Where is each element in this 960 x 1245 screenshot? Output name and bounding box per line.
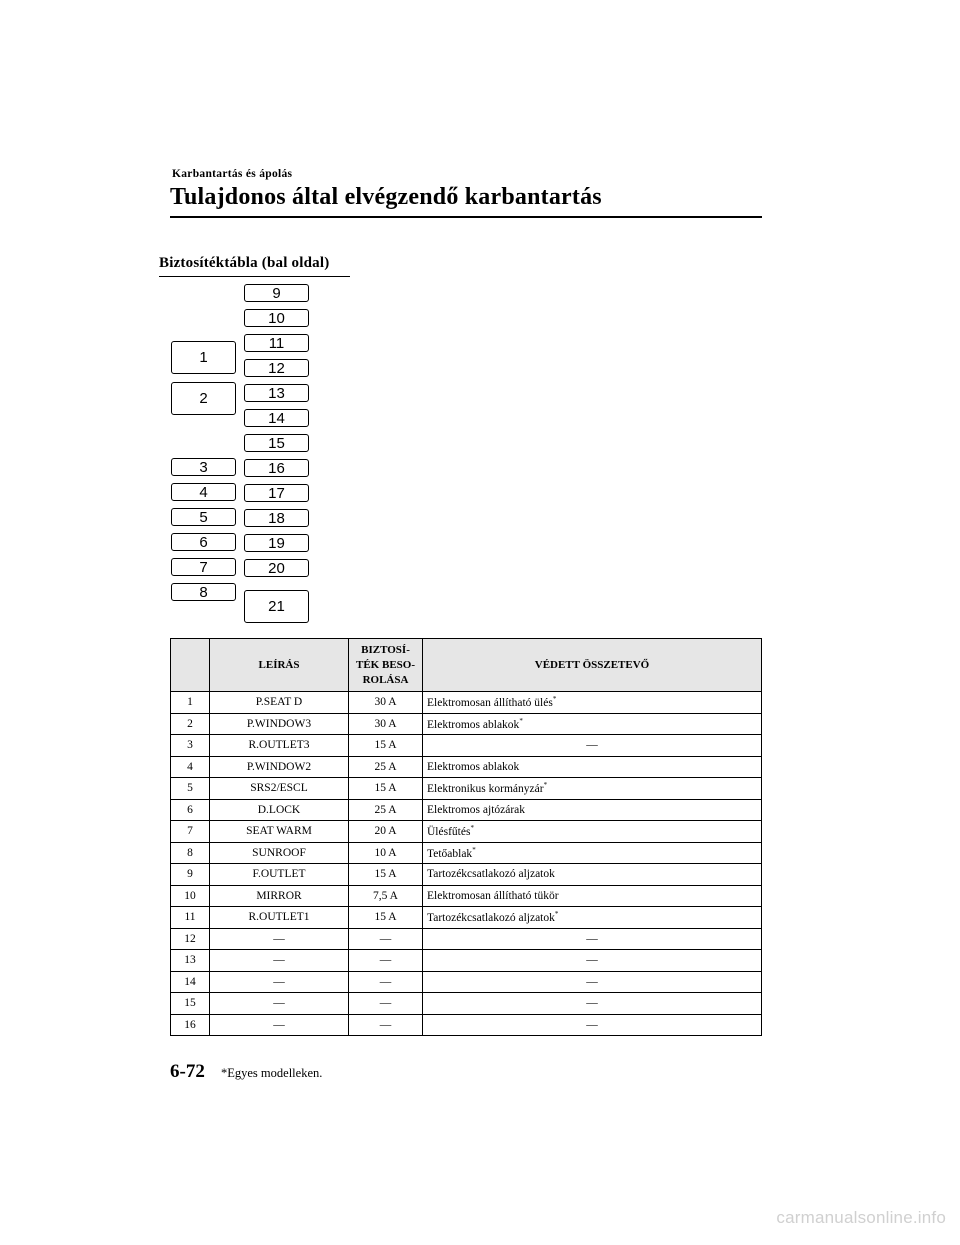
fuse-slot-5 (171, 508, 236, 526)
page-number: 6-72 (170, 1061, 205, 1082)
cell-component (423, 692, 762, 714)
subheading: Biztosítéktábla (bal oldal) (159, 255, 330, 271)
table-row (171, 756, 762, 778)
table-row (171, 864, 762, 886)
cell-description: P.WINDOW2 (210, 756, 349, 778)
fuse-slot-21 (244, 590, 309, 623)
fuse-slot-10 (244, 309, 309, 327)
cell-number: 13 (171, 950, 210, 972)
fuse-table (170, 638, 762, 1036)
cell-component-text: ― (586, 932, 598, 945)
cell-rating: 15 A (349, 735, 423, 757)
cell-description: ― (210, 1014, 349, 1036)
cell-description: P.SEAT D (210, 692, 349, 714)
fuse-slot-label: 4 (199, 483, 208, 501)
table-row (171, 842, 762, 864)
cell-component-text: Tartozékcsatlakozó aljzatok (427, 912, 555, 925)
title-divider (170, 216, 762, 218)
cell-component (423, 907, 762, 929)
cell-number: 4 (171, 756, 210, 778)
cell-rating: ― (349, 928, 423, 950)
table-row (171, 735, 762, 757)
fuse-slot-12 (244, 359, 309, 377)
cell-description: SEAT WARM (210, 821, 349, 843)
cell-rating: 25 A (349, 799, 423, 821)
table-row (171, 950, 762, 972)
fuse-slot-label: 13 (268, 384, 285, 402)
cell-number: 12 (171, 928, 210, 950)
cell-rating: 15 A (349, 907, 423, 929)
cell-rating: 30 A (349, 713, 423, 735)
cell-component (423, 950, 762, 972)
cell-number: 14 (171, 971, 210, 993)
asterisk-footnote-marker: * (554, 910, 559, 919)
cell-description: F.OUTLET (210, 864, 349, 886)
fuse-slot-14 (244, 409, 309, 427)
fuse-slot-label: 3 (199, 458, 208, 476)
fuse-slot-11 (244, 334, 309, 352)
fuse-slot-label: 7 (199, 558, 208, 576)
cell-component-text: ― (586, 1018, 598, 1031)
cell-component (423, 778, 762, 800)
cell-rating: 15 A (349, 864, 423, 886)
cell-description: ― (210, 993, 349, 1015)
cell-rating: 20 A (349, 821, 423, 843)
cell-rating: 30 A (349, 692, 423, 714)
section-label: Karbantartás és ápolás (172, 168, 293, 180)
header-number (171, 639, 210, 692)
cell-number: 15 (171, 993, 210, 1015)
cell-number: 1 (171, 692, 210, 714)
fuse-slot-1 (171, 341, 236, 374)
cell-component (423, 993, 762, 1015)
fuse-slot-label: 9 (272, 284, 281, 302)
fuse-slot-label: 18 (268, 509, 285, 527)
cell-component (423, 756, 762, 778)
cell-description: SRS2/ESCL (210, 778, 349, 800)
fuse-slot-16 (244, 459, 309, 477)
header-description: LEÍRÁS (210, 639, 349, 692)
fuse-slot-label: 11 (268, 334, 285, 352)
fuse-slot-9 (244, 284, 309, 302)
cell-component (423, 713, 762, 735)
asterisk-footnote-marker: * (552, 695, 557, 704)
cell-component-text: Ülésfűtés (427, 826, 471, 839)
table-row (171, 907, 762, 929)
fuse-slot-label: 8 (199, 583, 208, 601)
cell-component-text: Tetőablak (427, 847, 473, 860)
table-row (171, 821, 762, 843)
fuse-slot-18 (244, 509, 309, 527)
cell-rating: ― (349, 971, 423, 993)
cell-component (423, 864, 762, 886)
cell-rating: 15 A (349, 778, 423, 800)
fuse-slot-2 (171, 382, 236, 415)
cell-component (423, 971, 762, 993)
fuse-slot-label: 17 (268, 484, 285, 502)
cell-description: ― (210, 971, 349, 993)
cell-component (423, 928, 762, 950)
cell-description: ― (210, 928, 349, 950)
cell-component-text: ― (586, 739, 598, 752)
cell-rating: ― (349, 993, 423, 1015)
fuse-slot-7 (171, 558, 236, 576)
fuse-slot-label: 15 (268, 434, 285, 452)
cell-component-text: Elektromos ablakok (427, 760, 520, 773)
header-rating (349, 639, 423, 692)
table-row (171, 971, 762, 993)
cell-component-text: ― (586, 997, 598, 1010)
asterisk-footnote-marker: * (543, 781, 548, 790)
table-row (171, 885, 762, 907)
cell-rating: 25 A (349, 756, 423, 778)
header-component: VÉDETT ÖSSZETEVŐ (423, 639, 762, 692)
header-rating-line: TÉK BESO- (356, 658, 415, 671)
cell-rating: 10 A (349, 842, 423, 864)
subheading-underline (159, 276, 350, 277)
cell-number: 6 (171, 799, 210, 821)
header-rating-line: BIZTOSÍ- (361, 643, 410, 656)
cell-component (423, 735, 762, 757)
fuse-slot-17 (244, 484, 309, 502)
cell-rating: 7,5 A (349, 885, 423, 907)
fuse-slot-3 (171, 458, 236, 476)
cell-component-text: Elektromos ablakok (427, 718, 520, 731)
cell-number: 9 (171, 864, 210, 886)
cell-component-text: ― (586, 954, 598, 967)
cell-component (423, 821, 762, 843)
fuse-slot-8 (171, 583, 236, 601)
cell-component-text: Elektromos ajtózárak (427, 803, 526, 816)
cell-component (423, 1014, 762, 1036)
footnote: *Egyes modelleken. (221, 1066, 323, 1080)
watermark: carmanualsonline.info (776, 1208, 946, 1227)
table-row (171, 799, 762, 821)
cell-description: D.LOCK (210, 799, 349, 821)
table-row (171, 928, 762, 950)
asterisk-footnote-marker: * (472, 845, 476, 854)
fuse-slot-19 (244, 534, 309, 552)
cell-component-text: Tartozékcsatlakozó aljzatok (427, 868, 555, 881)
cell-description: MIRROR (210, 885, 349, 907)
cell-description: ― (210, 950, 349, 972)
table-row (171, 1014, 762, 1036)
fuse-slot-label: 12 (268, 359, 285, 377)
fuse-slot-label: 1 (199, 349, 208, 366)
asterisk-footnote-marker: * (519, 716, 523, 725)
cell-description: R.OUTLET1 (210, 907, 349, 929)
table-row (171, 713, 762, 735)
cell-rating: ― (349, 1014, 423, 1036)
table-row (171, 692, 762, 714)
fuse-slot-label: 16 (268, 459, 285, 477)
fuse-slot-label: 5 (199, 508, 208, 526)
cell-number: 5 (171, 778, 210, 800)
table-row (171, 993, 762, 1015)
fuse-slot-label: 2 (199, 390, 208, 407)
cell-description: R.OUTLET3 (210, 735, 349, 757)
cell-component (423, 885, 762, 907)
fuse-slot-20 (244, 559, 309, 577)
cell-number: 7 (171, 821, 210, 843)
cell-number: 10 (171, 885, 210, 907)
page-title: Tulajdonos által elvégzendő karbantartás (170, 184, 602, 210)
cell-component (423, 842, 762, 864)
fuse-slot-label: 19 (268, 534, 285, 552)
cell-rating: ― (349, 950, 423, 972)
table-header-row (171, 639, 762, 692)
fuse-slot-6 (171, 533, 236, 551)
fuse-slot-4 (171, 483, 236, 501)
table-row (171, 778, 762, 800)
cell-number: 11 (171, 907, 210, 929)
fuse-slot-label: 21 (268, 598, 285, 615)
fuse-slot-label: 20 (268, 559, 285, 577)
cell-number: 2 (171, 713, 210, 735)
fuse-slot-13 (244, 384, 309, 402)
cell-component-text: ― (586, 975, 598, 988)
cell-number: 16 (171, 1014, 210, 1036)
cell-component (423, 799, 762, 821)
cell-number: 8 (171, 842, 210, 864)
fuse-slot-label: 14 (268, 409, 285, 427)
cell-number: 3 (171, 735, 210, 757)
fuse-slot-15 (244, 434, 309, 452)
fuse-slot-label: 10 (268, 309, 285, 327)
cell-component-text: Elektromosan állítható tükör (427, 889, 559, 902)
fuse-slot-label: 6 (199, 533, 208, 551)
asterisk-footnote-marker: * (470, 824, 474, 833)
header-rating-line: ROLÁSA (362, 673, 409, 686)
cell-component-text: Elektronikus kormányzár (427, 783, 544, 796)
cell-description: P.WINDOW3 (210, 713, 349, 735)
cell-description: SUNROOF (210, 842, 349, 864)
cell-component-text: Elektromosan állítható ülés (427, 697, 553, 710)
